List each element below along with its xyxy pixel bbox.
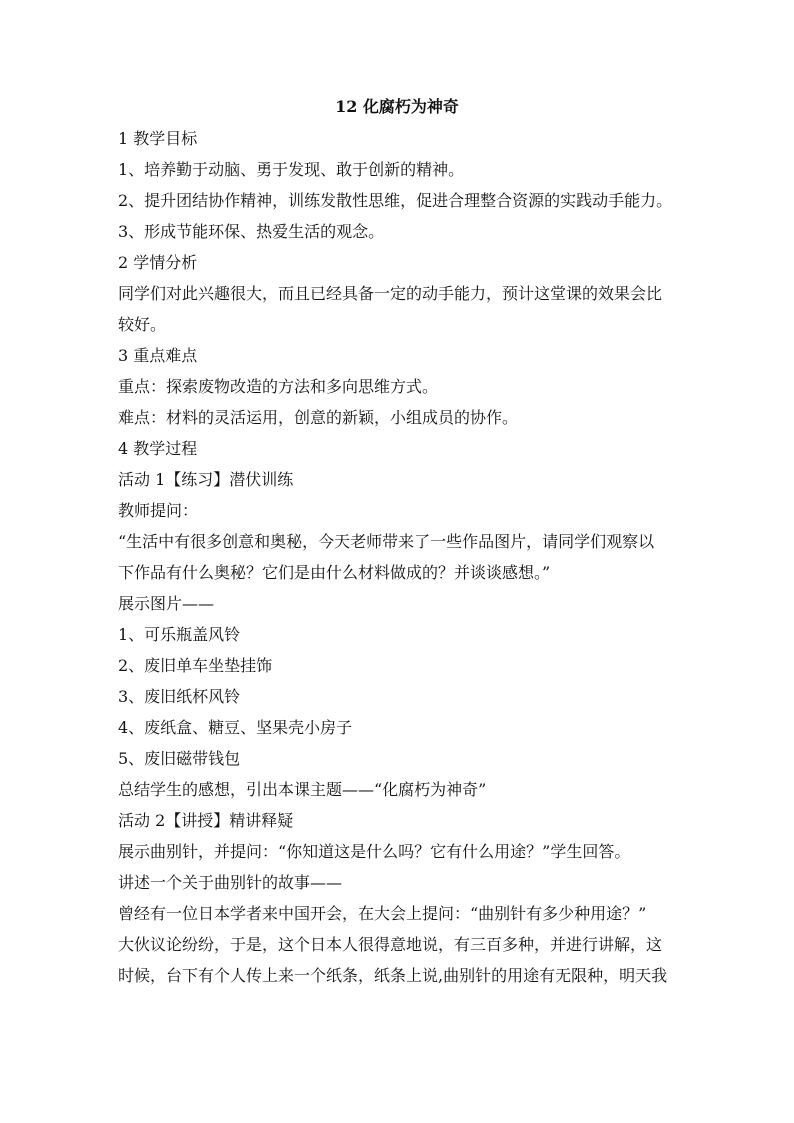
heading-key-difficulties: 3 重点难点 — [118, 346, 198, 365]
paragraph-line: 曾经有一位日本学者来中国开会，在大会上提问：“曲别针有多少种用途？” — [118, 904, 647, 923]
paragraph-line: 大伙议论纷纷，于是，这个日本人很得意地说，有三百多种，并进行讲解，这 — [118, 935, 663, 954]
paragraph-line: 展示图片—— — [118, 594, 215, 613]
list-item: 5、废旧磁带钱包 — [118, 749, 241, 768]
activity-heading: 活动 2【讲授】精讲释疑 — [118, 811, 294, 830]
heading-student-analysis: 2 学情分析 — [118, 253, 198, 272]
paragraph-line: 展示曲别针，并提问：“你知道这是什么吗？它有什么用途？”学生回答。 — [118, 842, 631, 861]
paragraph-line: 同学们对此兴趣很大，而且已经具备一定的动手能力，预计这堂课的效果会比 — [118, 284, 663, 303]
heading-teaching-process: 4 教学过程 — [118, 439, 198, 458]
list-item: 3、废旧纸杯风铃 — [118, 687, 241, 706]
heading-teaching-goals: 1 教学目标 — [118, 129, 198, 148]
paragraph-line: 下作品有什么奥秘？它们是由什么材料做成的？并谈谈感想。” — [118, 563, 551, 582]
paragraph-line: “生活中有很多创意和奥秘，今天老师带来了一些作品图片，请同学们观察以 — [118, 532, 655, 551]
goal-item: 1、培养勤于动脑、勇于发现、敢于创新的精神。 — [118, 160, 465, 179]
paragraph-line: 总结学生的感想，引出本课主题——“化腐朽为神奇” — [118, 780, 487, 799]
paragraph-line: 重点：探索废物改造的方法和多向思维方式。 — [118, 377, 439, 396]
paragraph-line: 难点：材料的灵活运用，创意的新颖，小组成员的协作。 — [118, 408, 519, 427]
document-title: 12 化腐朽为神奇 — [335, 97, 459, 116]
paragraph-line: 讲述一个关于曲别针的故事—— — [118, 873, 343, 892]
goal-item: 3、形成节能环保、热爱生活的观念。 — [118, 222, 385, 241]
goal-item: 2、提升团结协作精神，训练发散性思维，促进合理整合资源的实践动手能力。 — [118, 191, 673, 210]
paragraph-line: 教师提问： — [118, 501, 199, 520]
list-item: 2、废旧单车坐垫挂饰 — [118, 656, 273, 675]
document-body — [118, 123, 678, 991]
list-item: 1、可乐瓶盖风铃 — [118, 625, 241, 644]
activity-heading: 活动 1【练习】潜伏训练 — [118, 470, 294, 489]
paragraph-line: 时候，台下有个人传上来一个纸条，纸条上说,曲别针的用途有无限种，明天我 — [118, 966, 668, 985]
paragraph-line: 较好。 — [118, 315, 167, 334]
list-item: 4、废纸盒、糖豆、坚果壳小房子 — [118, 718, 353, 737]
